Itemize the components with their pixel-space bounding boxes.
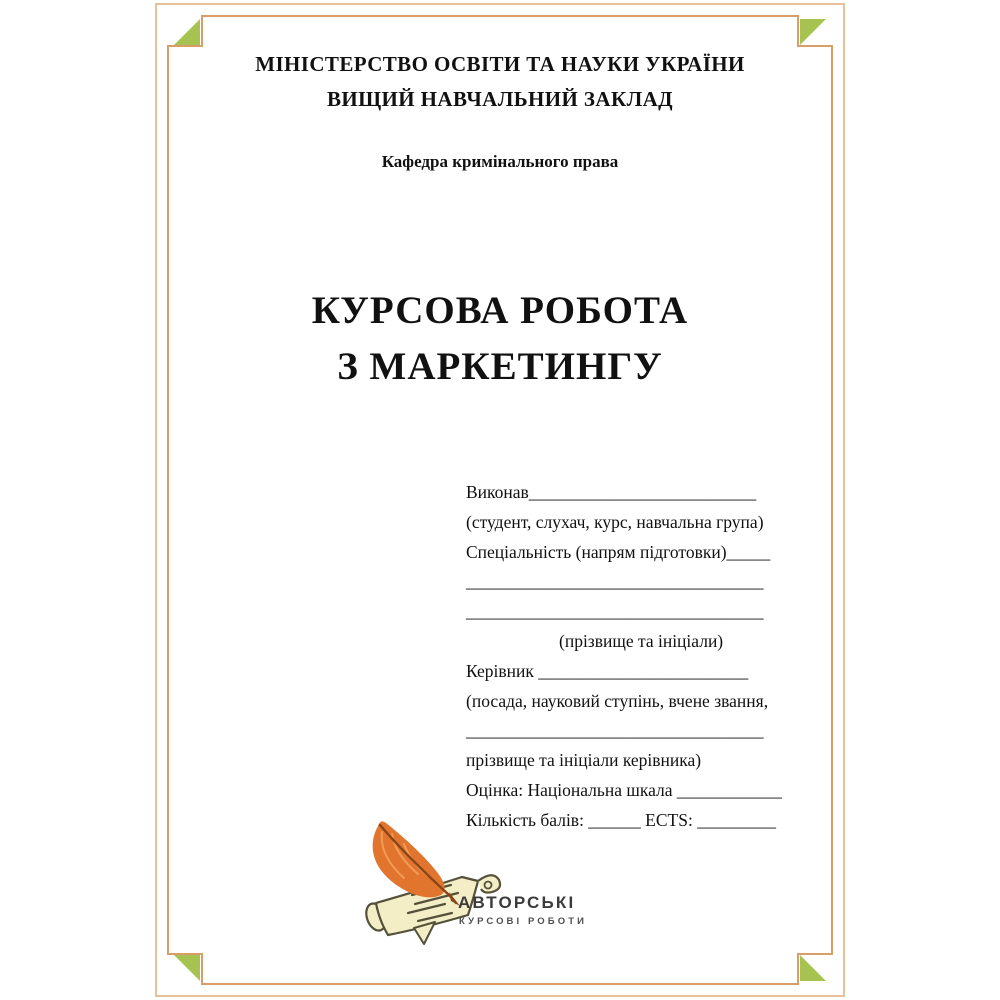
work-title <box>155 283 845 395</box>
ministry-line: МІНІСТЕРСТВО ОСВІТИ ТА НАУКИ УКРАЇНИ <box>255 52 745 76</box>
grade-line: Оцінка: Національна шкала ____________ <box>466 779 782 800</box>
corner-triangle-bottom-left-icon <box>174 955 200 981</box>
institution-line: ВИЩИЙ НАВЧАЛЬНИЙ ЗАКЛАД <box>326 87 674 111</box>
supervisor-hint-2: прізвище та ініціали керівника) <box>466 750 702 771</box>
work-title-line-1: КУРСОВА РОБОТА <box>311 289 689 332</box>
executor-line: Виконав__________________________ <box>466 482 757 502</box>
corner-triangle-top-left-icon <box>174 19 200 45</box>
blank-rule-1: __________________________________ <box>466 571 764 592</box>
executor-hint: (студент, слухач, курс, навчальна група) <box>466 511 764 532</box>
department-line: Кафедра кримінального права <box>381 152 619 171</box>
specialty-line: Спеціальність (напрям підготовки)_____ <box>466 541 771 562</box>
points-ects-line: Кількість балів: ______ ECTS: _________ <box>466 809 776 830</box>
supervisor-line: Керівник ________________________ <box>466 660 749 681</box>
quill-feather-icon <box>373 821 460 906</box>
ministry-heading <box>155 47 845 117</box>
supervisor-hint-1: (посада, науковий ступінь, вчене звання, <box>466 690 769 711</box>
corner-triangle-top-right-icon <box>800 19 826 45</box>
name-initials-hint: (прізвище та ініціали) <box>559 630 724 651</box>
blank-rule-2: __________________________________ <box>466 601 764 622</box>
logo-tagline-text: КУРСОВІ РОБОТИ <box>459 916 588 927</box>
quill-scroll-logo <box>352 816 512 951</box>
logo-brand-text: АВТОРСЬКІ <box>458 893 576 912</box>
blank-rule-3: __________________________________ <box>466 720 764 741</box>
work-title-line-2: З МАРКЕТИНГУ <box>337 345 663 388</box>
corner-triangle-bottom-right-icon <box>800 955 826 981</box>
credentials-form <box>466 478 782 836</box>
